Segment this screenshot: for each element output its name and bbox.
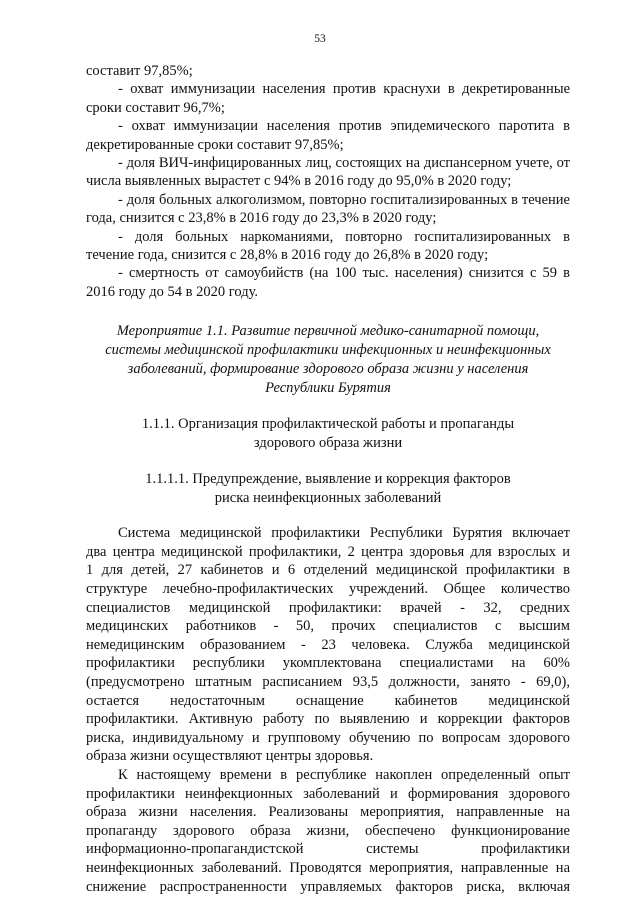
paragraph-line: образа жизни населения. Реализованы мероприятия, направленные на — [86, 804, 570, 821]
paragraph-line: неинфекционных заболеваний. Проводятся мероприятия, направленные на — [86, 859, 570, 876]
paragraph-line: пропаганду здорового образа жизни, обеспечено функционирование — [86, 822, 570, 839]
paragraph-line: специалистов медицинской профилактики: врачей - 32, средних — [86, 599, 570, 616]
section-heading-line: 1.1.1. Организация профилактической работы и пропаганды — [141, 416, 515, 433]
paragraph-line: профилактики. Активную работу по выявлению и коррекции факторов — [86, 711, 570, 728]
subsection-heading-line: риска неинфекционных заболеваний — [214, 490, 442, 507]
list-item-drug-addiction: - доля больных наркоманиями, повторно госпитализированных в течение года, снизится с 28,8% в 2016 году до 26,8% в 2020 году; — [86, 228, 570, 264]
activity-title-line: заболеваний, формирование здорового образа жизни у населения — [127, 361, 529, 378]
page-number: 53 — [314, 33, 326, 45]
paragraph-experience — [86, 766, 570, 896]
paragraph-line: информационно-пропагандистской системы профилактики — [86, 841, 570, 858]
paragraph-line: К настоящему времени в республике накоплен определенный опыт — [118, 767, 570, 783]
paragraph-line: риска, индивидуальному и групповому обучению по вопросам здорового — [86, 729, 570, 746]
subsection-heading — [86, 470, 570, 508]
paragraph-line: 1 для детей, 27 кабинетов и 6 отделений медицинской профилактики в — [86, 562, 570, 579]
paragraph-line: профилактики республики укомплектована специалистами на 60% — [86, 655, 570, 672]
paragraph-line: Система медицинской профилактики Республики Бурятия включает — [118, 525, 570, 542]
activity-title-line: системы медицинской профилактики инфекционных и неинфекционных — [105, 342, 551, 359]
paragraph-line: снижение распространенности управляемых факторов риска, включая — [86, 878, 570, 895]
subsection-heading-line: 1.1.1.1. Предупреждение, выявление и коррекция факторов — [145, 471, 511, 488]
list-item-suicide: - смертность от самоубийств (на 100 тыс. населения) снизится с 59 в 2016 году до 54 в 2020 году. — [86, 265, 570, 300]
paragraph-line: два центра медицинской профилактики, 2 центра здоровья для взрослых и — [86, 543, 570, 560]
activity-title-line: Республики Бурятия — [265, 380, 391, 397]
paragraph-line: медицинских работников - 50, прочих специалистов с высшим — [86, 618, 570, 635]
paragraph-line: немедицинским образованием - 23 человека. Служба медицинской — [86, 636, 570, 653]
activity-title — [86, 322, 570, 398]
paragraph-line: структуре лечебно-профилактических учреждений. Общее количество — [86, 581, 570, 598]
paragraph-line: образа жизни осуществляют центры здоровья. — [86, 748, 374, 765]
list-item-mumps: - охват иммунизации населения против эпидемического паротита в декретированные сроки составит 97,85%; — [86, 118, 570, 153]
paragraph-line: остается недостаточным оснащение кабинетов медицинской — [86, 692, 570, 709]
list-item-alcoholism: - доля больных алкоголизмом, повторно госпитализированных в течение года, снизится с 23,8% в 2016 году до 23,3% в 2020 году; — [86, 191, 570, 227]
section-heading-line: здорового образа жизни — [253, 435, 403, 452]
paragraph-line: (предусмотрено штатным расписанием 93,5 должности, занято - 69,0), — [86, 674, 570, 691]
paragraph-line: профилактики неинфекционных заболеваний и формирования здорового — [86, 785, 570, 802]
list-item-hiv: - доля ВИЧ-инфицированных лиц, состоящих на диспансерном учете, от числа выявленных вырастет с 94% в 2016 году до 95,0% в 2020 году; — [86, 155, 570, 190]
paragraph-prevention-system — [86, 524, 570, 766]
section-heading — [86, 415, 570, 453]
list-item-rubella: - охват иммунизации населения против краснухи в декретированные сроки составит 96,7%; — [86, 81, 570, 116]
activity-title-line: Мероприятие 1.1. Развитие первичной медико-санитарной помощи, — [116, 323, 540, 340]
list-line-continuation: составит 97,85%; — [86, 63, 193, 79]
document-body — [86, 62, 570, 896]
